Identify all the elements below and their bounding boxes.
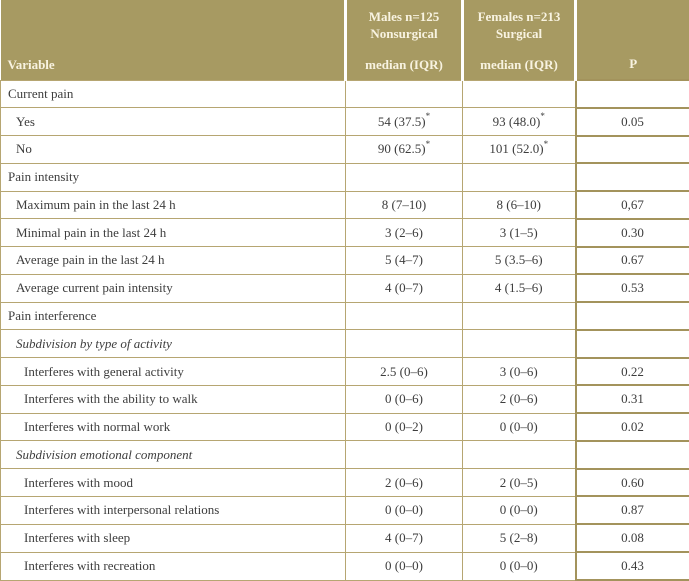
significance-asterisk: * [543,139,549,150]
p-value-cell [576,136,689,164]
p-value-cell: 0.31 [576,385,689,413]
table-row [1,413,689,441]
p-value-cell: 0.67 [576,247,689,275]
p-value-cell [576,330,689,358]
females-value-cell [463,496,576,524]
p-value-cell [576,80,689,108]
variable-header-cell [1,0,346,80]
males-value-cell [346,136,463,164]
significance-asterisk: * [425,139,431,150]
males-value-cell [346,524,463,552]
females-group-line2: Surgical [495,26,543,42]
variable-cell: Interferes with sleep [1,524,346,552]
variable-cell: Interferes with recreation [1,552,346,580]
variable-cell: Current pain [1,80,346,108]
males-value-cell [346,302,463,330]
males-group-line1: Males n=125 [368,8,440,24]
males-value-cell [346,358,463,386]
variable-cell: Average pain in the last 24 h [1,247,346,275]
p-value-cell: 0.87 [576,496,689,524]
males-value-cell [346,163,463,191]
table-row [1,302,689,330]
table-row [1,552,689,580]
males-value-cell-text: 4 (0–7) [385,530,423,546]
males-value-cell [346,413,463,441]
table-row [1,191,689,219]
females-value-cell [463,413,576,441]
males-value-cell [346,469,463,497]
males-stat-label: median (IQR) [365,56,443,72]
variable-cell: Interferes with mood [1,469,346,497]
females-value-cell-text: 5 (3.5–6) [494,252,543,268]
females-value-cell [463,469,576,497]
table-row [1,274,689,302]
p-header-label: P [629,56,638,71]
males-value-cell [346,330,463,358]
p-value-cell: 0,67 [576,191,689,219]
females-value-cell [463,247,576,275]
variable-cell: Interferes with the ability to walk [1,385,346,413]
variable-cell: Average current pain intensity [1,274,346,302]
significance-asterisk: * [425,111,431,122]
variable-cell: Pain intensity [1,163,346,191]
variable-cell: No [1,136,346,164]
males-value-cell [346,108,463,136]
table-row [1,441,689,469]
males-value-cell [346,219,463,247]
p-header-cell [576,0,689,80]
females-value-cell [463,552,576,580]
females-value-cell-text: 3 (0–6) [499,363,538,379]
variable-cell: Yes [1,108,346,136]
females-value-cell [463,274,576,302]
females-value-cell-text: 0 (0–0) [499,558,538,573]
variable-cell: Subdivision emotional component [1,441,346,469]
females-value-cell-text: 0 (0–0) [499,419,538,435]
males-value-cell-text: 4 (0–7) [385,280,423,296]
females-value-cell-text: 8 (6–10) [496,196,541,212]
table-row [1,469,689,497]
females-value-cell [463,441,576,469]
females-value-cell [463,219,576,247]
males-value-cell [346,80,463,108]
males-value-cell-text: 8 (7–10) [381,196,427,212]
males-value-cell-text: 3 (2–6) [385,224,423,240]
p-value-cell: 0.60 [576,469,689,497]
males-value-cell [346,441,463,469]
males-value-cell-text: 0 (0–0) [385,558,423,573]
p-value-cell: 0.43 [576,552,689,580]
variable-header-label: Variable [7,56,55,72]
males-value-cell-text: 2 (0–6) [385,474,423,490]
females-value-cell-text: 101 (52.0) [489,141,544,157]
females-value-cell [463,330,576,358]
females-value-cell [463,191,576,219]
table-row [1,358,689,386]
females-value-cell-text: 2 (0–6) [499,391,538,407]
variable-cell: Interferes with general activity [1,358,346,386]
males-value-cell [346,385,463,413]
males-value-cell-text: 2.5 (0–6) [380,363,428,379]
males-value-cell [346,274,463,302]
females-value-cell-text: 4 (1.5–6) [494,280,543,296]
females-value-cell [463,108,576,136]
variable-cell: Maximum pain in the last 24 h [1,191,346,219]
variable-cell: Pain interference [1,302,346,330]
variable-cell: Interferes with interpersonal relations [1,496,346,524]
p-value-cell [576,441,689,469]
males-value-cell-text: 90 (62.5) [377,141,426,157]
p-value-cell: 0.05 [576,108,689,136]
females-value-cell [463,80,576,108]
table-row [1,330,689,358]
header-row [1,0,689,80]
table-row [1,108,689,136]
significance-asterisk: * [540,111,545,122]
females-value-cell-text: 2 (0–5) [499,474,538,490]
p-value-cell: 0.08 [576,524,689,552]
variable-cell: Subdivision by type of activity [1,330,346,358]
females-value-cell-text: 3 (1–5) [499,224,538,240]
females-value-cell [463,385,576,413]
males-value-cell-text: 5 (4–7) [385,252,423,268]
variable-cell: Interferes with normal work [1,413,346,441]
females-group-line1: Females n=213 [477,8,561,24]
males-value-cell-text: 0 (0–2) [385,419,423,435]
table-row [1,80,689,108]
table-row [1,385,689,413]
table-row [1,219,689,247]
table-row [1,496,689,524]
females-value-cell [463,524,576,552]
p-value-cell: 0.22 [576,358,689,386]
table-row [1,136,689,164]
females-value-cell-text: 0 (0–0) [499,502,538,518]
table-body [1,80,689,580]
males-value-cell [346,552,463,580]
table-row [1,247,689,275]
males-value-cell [346,247,463,275]
males-value-cell [346,191,463,219]
p-value-cell: 0.02 [576,413,689,441]
males-value-cell-text: 0 (0–6) [385,391,423,407]
females-value-cell [463,302,576,330]
p-value-cell [576,302,689,330]
females-header-cell [463,0,576,80]
males-value-cell [346,496,463,524]
variable-cell: Minimal pain in the last 24 h [1,219,346,247]
females-value-cell [463,136,576,164]
p-value-cell: 0.30 [576,219,689,247]
females-stat-label: median (IQR) [480,56,558,72]
males-value-cell-text: 54 (37.5) [377,113,426,129]
females-value-cell-text: 5 (2–8) [499,530,538,546]
females-value-cell [463,163,576,191]
males-header-cell [346,0,463,80]
p-value-cell [576,163,689,191]
table-row [1,524,689,552]
females-value-cell [463,358,576,386]
p-value-cell: 0.53 [576,274,689,302]
males-value-cell-text: 0 (0–0) [385,502,423,518]
males-group-line2: Nonsurgical [370,26,438,42]
females-value-cell-text: 93 (48.0) [492,113,541,129]
table-header [1,0,689,80]
table-row [1,163,689,191]
